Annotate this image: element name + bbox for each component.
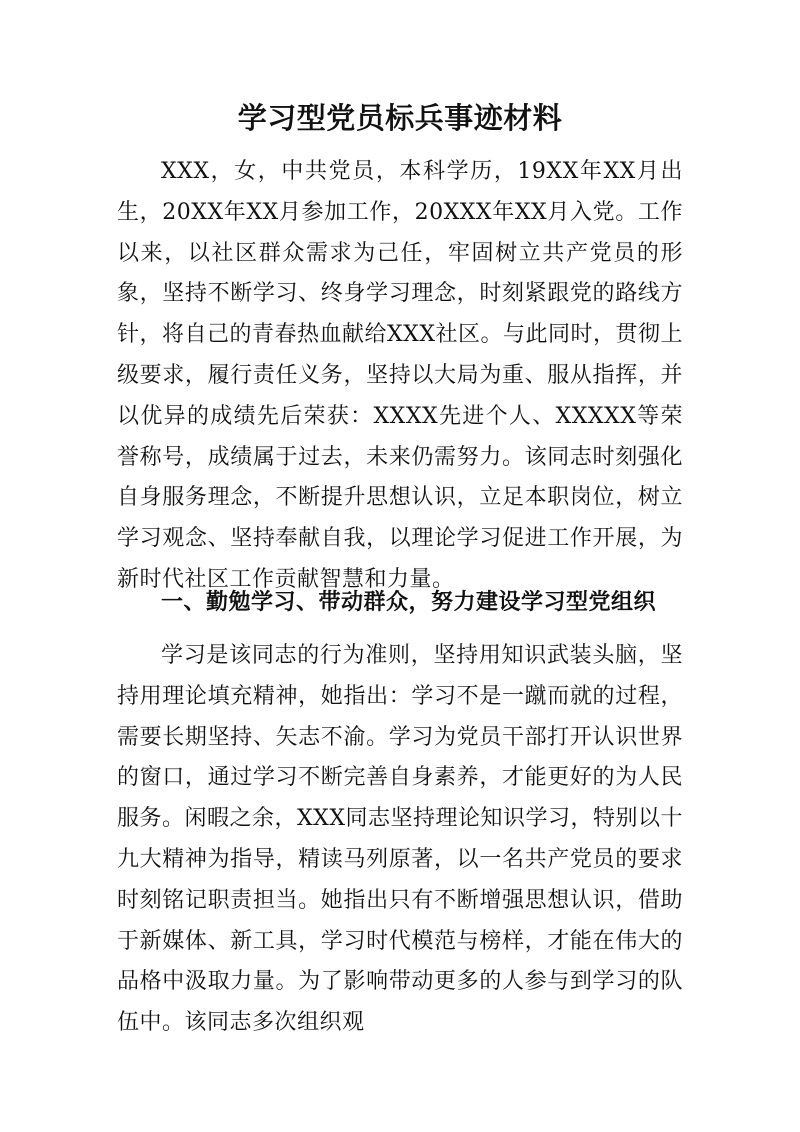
intro-paragraph: XXX，女，中共党员，本科学历，19XX年XX月出生，20XX年XX月参加工作，20XXX年XX月入党。工作以来，以社区群众需求为己任，牢固树立共产党员的形象，坚持不断学习、终身学习理念，时刻紧跟党的路线方针，将自己的青春热血献给XXX社区。与此同时，贯彻上级要求，履行责任义务，坚持以大局为重、服从指挥，并以优异的成绩先后荣获：XXXX先进个人、XXXXX等荣誉称号，成绩属于过去，未来仍需努力。该同志时刻强化自身服务理念，不断提升思想认识，立足本职岗位，树立学习观念、坚持奉献自我，以理论学习促进工作开展，为新时代社区工作贡献智慧和力量。: [117, 159, 683, 592]
document-title: 学习型党员标兵事迹材料: [237, 101, 563, 135]
section-heading: 一、勤勉学习、带动群众，努力建设学习型党组织: [161, 590, 657, 615]
body-paragraph: 学习是该同志的行为准则，坚持用知识武装头脑，坚持用理论填充精神，她指出：学习不是一蹴而就的过程，需要长期坚持、矢志不渝。学习为党员干部打开认识世界的窗口，通过学习不断完善自身素养，才能更好的为人民服务。闲暇之余，XXX同志坚持理论知识学习，特别以十九大精神为指导，精读马列原著，以一名共产党员的要求时刻铭记职责担当。她指出只有不断增强思想认识，借助于新媒体、新工具，学习时代模范与榜样，才能在伟大的品格中汲取力量。为了影响带动更多的人参与到学习的队伍中。该同志多次组织观: [117, 643, 683, 1036]
